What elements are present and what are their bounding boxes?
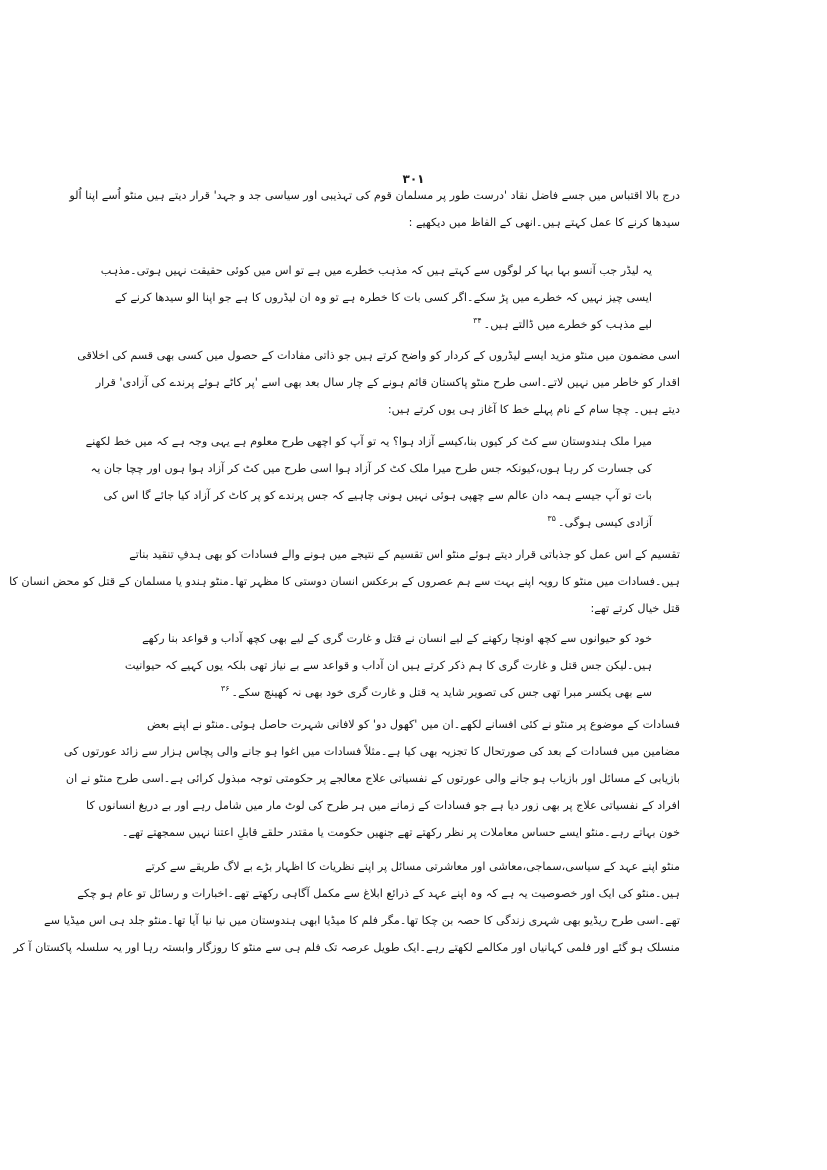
text-line: منٹو اپنے عہد کے سیاسی،سماجی،معاشی اور معاشرتی مسائل پر اپنے نظریات کا اظہار بڑے بے لاگ طریقے سے کرتے: [145, 860, 680, 873]
text-line: اقدار کو خاطر میں نہیں لاتے۔اسی طرح منٹو پاکستان قائم ہونے کے چار سال بعد بھی اسے 'پر کاٹے ہوئے پرندے کی آزادی' قرار: [95, 376, 680, 389]
footnote-marker: ۳۶: [220, 684, 230, 694]
text-line: دیتے ہیں۔ چچا سام کے نام پہلے خط کا آغاز ہی یوں کرتے ہیں:: [387, 403, 680, 416]
page-number: ۳۰۱: [402, 172, 425, 186]
block-quote-1: [100, 257, 652, 338]
text-line: خون بہاتے رہے۔منٹو ایسے حساس معاملات پر نظر رکھتے تھے جنھیں حکومت یا مقتدر حلقے قابلِ اعتنا نہیں سمجھتے تھے۔: [121, 826, 680, 839]
text-line: اسی مضمون میں منٹو مزید ایسے لیڈروں کے کردار کو واضح کرتے ہیں جو ذاتی مفادات کے حصول میں کسی بھی قسم کی اخلاقی: [77, 349, 680, 362]
quote-line: ہیں۔لیکن جس قتل و غارت گری کا ہم ذکر کرتے ہیں ان آداب و قواعد سے بے نیاز تھی بلکہ یوں کہیے کہ حیوانیت: [124, 659, 652, 672]
text-line: منسلک ہو گئے اور فلمی کہانیاں اور مکالمے لکھتے رہے۔ایک طویل عرصہ تک فلم ہی سے منٹو کا روزگار وابستہ رہا اور یہ سلسلہ پاکستان آ کر: [13, 941, 680, 954]
paragraph-intro: [69, 182, 680, 236]
text-line: درج بالا اقتباس میں جسے فاضل نقاد 'درست طور پر مسلمان قوم کی تہذیبی اور سیاسی جد و جہد' قرار دیتے ہیں منٹو اُسے اپنا اُلو: [69, 189, 680, 202]
paragraph-media: [13, 853, 680, 961]
paragraph-riots: [63, 711, 680, 846]
quote-line: یہ لیڈر جب آنسو بہا بہا کر لوگوں سے کہتے ہیں کہ مذہب خطرے میں ہے تو اس میں کوئی حقیقت نہیں ہوتی۔مذہب: [100, 264, 652, 277]
quote-text: سے بھی یکسر مبرا تھی جس کی تصویر شاید یہ قتل و غارت گری خود بھی نہ کھینچ سکے۔: [231, 686, 652, 699]
text-line: افراد کے نفسیاتی علاج پر بھی زور دیا ہے جو فسادات کے زمانے میں ہر طرح کی لوٹ مار میں شامل رہے اور بے دریغ انسانوں کا: [86, 799, 680, 812]
footnote-marker: ۳۴: [473, 316, 482, 326]
text-line: ہیں۔فسادات میں منٹو کا رویہ اپنے بہت سے ہم عصروں کے برعکس انسان دوستی کا مظہر تھا۔منٹو ہندو یا مسلمان کے قتل کو محض انسان کا: [9, 575, 680, 588]
quote-line: خود کو حیوانوں سے کچھ اونچا رکھنے کے لیے انسان نے قتل و غارت گری کے لیے بھی کچھ آداب و قواعد بنا رکھے: [142, 632, 652, 645]
quote-line: بات تو آپ جیسے ہمہ دان عالم سے چھپی ہوئی نہیں ہونی چاہیے کہ جس پرندے کو پر کاٹ کر آزاد کیا جائے گا اس کی: [103, 489, 652, 502]
text-line: سیدھا کرنے کا عمل کہتے ہیں۔انھی کے الفاظ میں دیکھیے :: [408, 216, 680, 229]
text-line: مضامین میں فسادات کے بعد کی صورتحال کا تجزیہ بھی کیا ہے۔مثلاً فسادات میں اغوا ہو جانے والی پچاس ہزار سے زائد عورتوں کی: [63, 745, 680, 758]
text-line: قتل خیال کرتے تھے:: [590, 602, 680, 615]
text-line: تقسیم کے اس عمل کو جذباتی قرار دیتے ہوئے منٹو اس تقسیم کے نتیجے میں ہونے والے فسادات کو بھی ہدفِ تنقید بناتے: [129, 548, 680, 561]
block-quote-3: [124, 625, 652, 706]
footnote-marker: ۳۵: [547, 514, 556, 524]
quote-line: [182, 509, 652, 536]
text-line: فسادات کے موضوع پر منٹو نے کئی افسانے لکھے۔ان میں 'کھول دو' کو لافانی شہرت حاصل ہوئی۔منٹو نے اپنے بعض: [146, 718, 680, 731]
quote-text: لیے مذہب کو خطرے میں ڈالتے ہیں۔: [483, 318, 652, 331]
quote-text: آزادی کیسی ہوگی۔: [557, 516, 652, 529]
quote-line: کی جسارت کر رہا ہوں،کیونکہ جس طرح میرا ملک کٹ کر آزاد ہوا اسی طرح میں کٹ کر آزاد ہوا ہوں اور چچا جان یہ: [90, 462, 652, 475]
quote-line: میرا ملک ہندوستان سے کٹ کر کیوں بنا،کیسے آزاد ہوا؟ یہ تو آپ کو اچھی طرح معلوم ہے یہی وجہ ہے کہ میں خط لکھنے: [85, 435, 652, 448]
text-line: ہیں۔منٹو کی ایک اور خصوصیت یہ ہے کہ وہ اپنے عہد کے ذرائع ابلاغ سے مکمل آگاہی رکھتے تھے۔اخبارات و رسائل تو عام ہو چکے: [77, 887, 680, 900]
text-line: تھے۔اسی طرح ریڈیو بھی شہری زندگی کا حصہ بن چکا تھا۔مگر فلم کا میڈیا ابھی ہندوستان میں نیا نیا آیا تھا۔منٹو جلد ہی اس میڈیا سے: [44, 914, 680, 927]
paragraph-partition: [9, 541, 680, 622]
block-quote-2: [85, 428, 652, 536]
paragraph-leaders: [77, 342, 680, 423]
quote-line: ایسی چیز نہیں کہ خطرے میں پڑ سکے۔اگر کسی بات کا خطرہ ہے تو وہ ان لیڈروں کا ہے جو اپنا الو سیدھا کرنے کے: [114, 291, 652, 304]
quote-line: [182, 311, 652, 338]
quote-line: [182, 679, 652, 706]
text-line: بازیابی کے مسائل اور بازیاب ہو جانے والی عورتوں کے نفسیاتی علاج معالجے پر حکومتی توجہ مبذول کرائی ہے۔اسی طرح منٹو نے ان: [65, 772, 680, 785]
